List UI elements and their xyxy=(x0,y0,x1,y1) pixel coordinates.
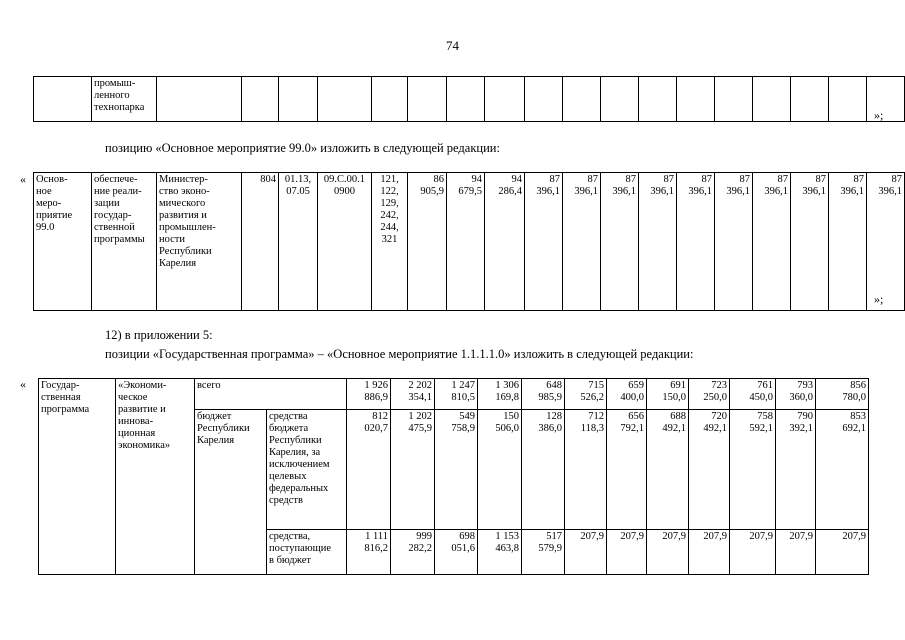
table-cell: 121, 122, 129, 242, 244, 321 xyxy=(372,173,408,311)
total-label-cell: всего xyxy=(195,379,347,410)
table-cell: 207,9 xyxy=(730,530,776,575)
table-cell: 09.С.00.1 0900 xyxy=(318,173,372,311)
table-cell: 656 792,1 xyxy=(607,410,647,530)
table-cell: 812 020,7 xyxy=(347,410,391,530)
continuation-table xyxy=(33,76,905,122)
table-cell: 1 111 816,2 xyxy=(347,530,391,575)
table-cell: 207,9 xyxy=(689,530,730,575)
table-cell: 86 905,9 xyxy=(408,173,447,311)
table-cell xyxy=(279,77,318,122)
table-cell: промыш- ленного технопарка xyxy=(92,77,157,122)
table-cell: 999 282,2 xyxy=(391,530,435,575)
table-cell: 1 247 810,5 xyxy=(435,379,478,410)
table-cell: 758 592,1 xyxy=(730,410,776,530)
table-cell: 1 926 886,9 xyxy=(347,379,391,410)
table-cell: 2 202 354,1 xyxy=(391,379,435,410)
table-cell: 207,9 xyxy=(565,530,607,575)
table-row xyxy=(34,77,905,122)
table-cell: 87 396,1 xyxy=(525,173,563,311)
table-cell: 761 450,0 xyxy=(730,379,776,410)
program-name-cell: «Экономи- ческое развитие и иннова- ционная экономика» xyxy=(116,379,195,575)
table-cell xyxy=(447,77,485,122)
table-cell: 207,9 xyxy=(647,530,689,575)
table-cell xyxy=(677,77,715,122)
table-cell: 549 758,9 xyxy=(435,410,478,530)
table-cell: 790 392,1 xyxy=(776,410,816,530)
table-cell xyxy=(318,77,372,122)
source-cell: средства, поступающие в бюджет xyxy=(267,530,347,575)
table-cell: 87 396,1 xyxy=(791,173,829,311)
table-cell: 207,9 xyxy=(816,530,869,575)
table-cell xyxy=(791,77,829,122)
table-cell xyxy=(372,77,408,122)
table-cell: 691 150,0 xyxy=(647,379,689,410)
source-cell: средства бюджета Республики Карелия, за исключением целевых федеральных средств xyxy=(267,410,347,530)
table-cell: обеспече- ние реали- зации государ- ственной программы xyxy=(92,173,157,311)
table-cell xyxy=(485,77,525,122)
table-cell: 128 386,0 xyxy=(522,410,565,530)
program-table xyxy=(38,378,869,575)
table-cell xyxy=(601,77,639,122)
table-cell: 87 396,1 xyxy=(639,173,677,311)
table-cell: 87 396,1 xyxy=(715,173,753,311)
opening-quote: « xyxy=(20,172,26,186)
table-cell: 87 396,1 xyxy=(829,173,867,311)
budget-label-cell: бюджет Республики Карелия xyxy=(195,410,267,575)
table-cell: Основ- ное меро- приятие 99.0 xyxy=(34,173,92,311)
table-cell: 150 506,0 xyxy=(478,410,522,530)
table-cell: 94 679,5 xyxy=(447,173,485,311)
table-cell: 648 985,9 xyxy=(522,379,565,410)
table-cell: 659 400,0 xyxy=(607,379,647,410)
table-cell: 793 360,0 xyxy=(776,379,816,410)
table-cell: 712 118,3 xyxy=(565,410,607,530)
table-cell xyxy=(34,77,92,122)
table-cell: 853 692,1 xyxy=(816,410,869,530)
table-cell xyxy=(753,77,791,122)
table-cell: 94 286,4 xyxy=(485,173,525,311)
table-cell: 87 396,1 xyxy=(563,173,601,311)
page-number: 74 xyxy=(446,38,459,53)
table-row xyxy=(39,379,869,410)
table-cell: 207,9 xyxy=(607,530,647,575)
table-cell xyxy=(157,77,242,122)
table-cell: 517 579,9 xyxy=(522,530,565,575)
activity-table xyxy=(33,172,905,311)
instruction-text: позицию «Основное мероприятие 99.0» изложить в следующей редакции: xyxy=(105,141,500,155)
table-cell: 87 396,1 xyxy=(867,173,905,311)
table-cell: 1 153 463,8 xyxy=(478,530,522,575)
closing-quote: »; xyxy=(874,108,884,122)
closing-quote: »; xyxy=(874,292,884,306)
table-row xyxy=(34,173,905,311)
table-cell: 207,9 xyxy=(776,530,816,575)
table-cell xyxy=(563,77,601,122)
table-cell: 1 306 169,8 xyxy=(478,379,522,410)
table-cell: Министер- ство эконо- мического развития и промышлен- ности Республики Карелия xyxy=(157,173,242,311)
table-cell: 698 051,6 xyxy=(435,530,478,575)
table-cell: 688 492,1 xyxy=(647,410,689,530)
table-cell: 723 250,0 xyxy=(689,379,730,410)
table-cell: 87 396,1 xyxy=(677,173,715,311)
table-cell: 720 492,1 xyxy=(689,410,730,530)
opening-quote: « xyxy=(20,377,26,391)
table-cell: 01.13, 07.05 xyxy=(279,173,318,311)
table-cell xyxy=(867,77,905,122)
table-cell xyxy=(525,77,563,122)
item-heading: 12) в приложении 5: xyxy=(105,328,213,342)
status-cell: Государ- ственная программа xyxy=(39,379,116,575)
table-cell: 87 396,1 xyxy=(601,173,639,311)
table-cell xyxy=(829,77,867,122)
table-cell xyxy=(639,77,677,122)
table-cell: 1 202 475,9 xyxy=(391,410,435,530)
table-cell: 715 526,2 xyxy=(565,379,607,410)
table-cell xyxy=(242,77,279,122)
table-cell xyxy=(715,77,753,122)
table-cell: 804 xyxy=(242,173,279,311)
table-cell xyxy=(408,77,447,122)
table-cell: 856 780,0 xyxy=(816,379,869,410)
instruction-text: позиции «Государственная программа» – «Основное мероприятие 1.1.1.1.0» изложить в следующей редакции: xyxy=(105,347,694,361)
table-cell: 87 396,1 xyxy=(753,173,791,311)
